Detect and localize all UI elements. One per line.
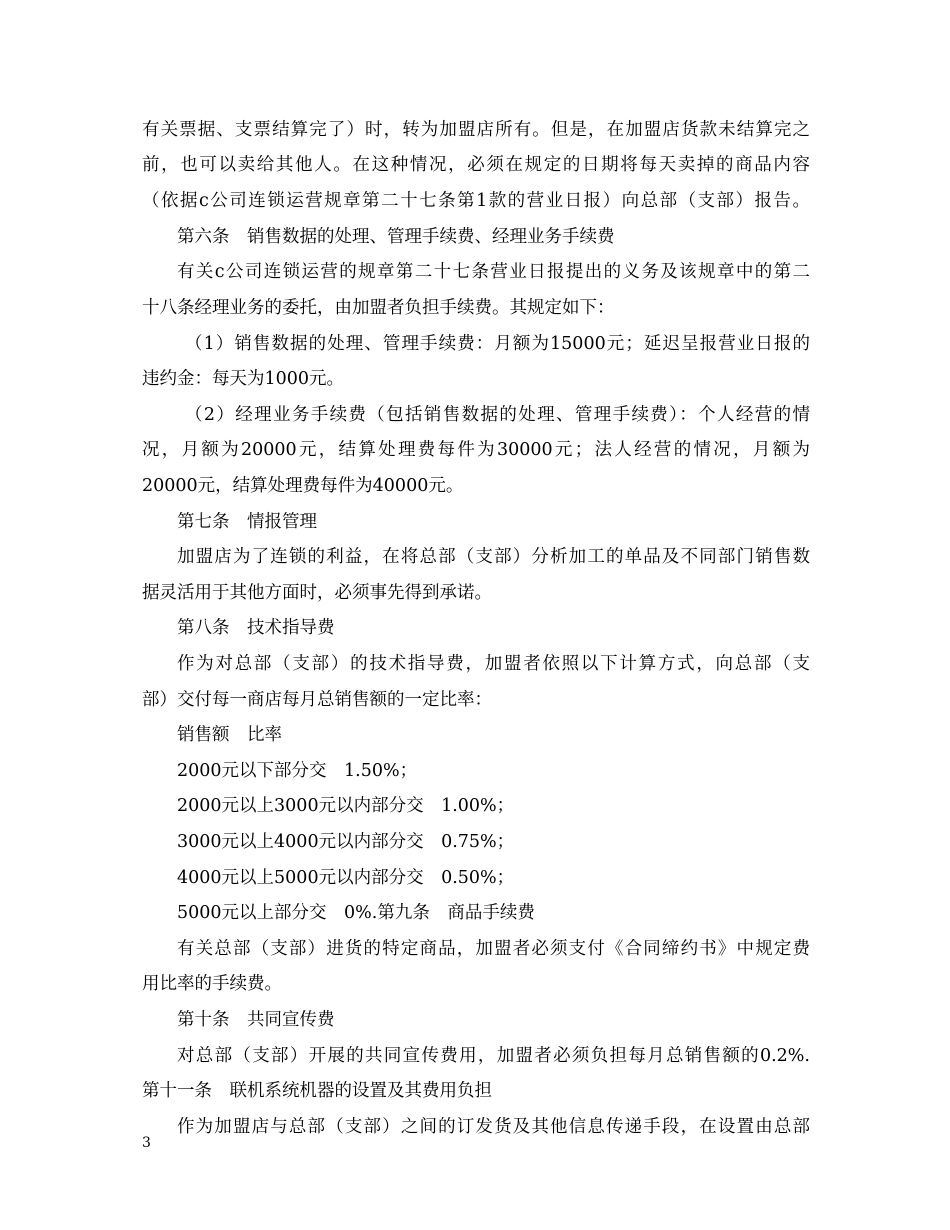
body-text-line: 对总部（支部）开展的共同宣传费用，加盟者必须负担每月总销售额的0.2%.: [177, 1046, 810, 1066]
body-text-line: （依据c公司连锁运营规章第二十七条第1款的营业日报）向总部（支部）报告。: [142, 191, 810, 211]
rate-table-header: 销售额 比率: [177, 725, 282, 745]
rate-table-row: 4000元以上5000元以内部分交 0.50%；: [177, 868, 515, 888]
body-text-line: 作为加盟店与总部（支部）之间的订发货及其他信息传递手段，在设置由总部: [177, 1117, 810, 1137]
body-text-line: 违约金：每天为1000元。: [142, 369, 345, 389]
body-text-line: 前，也可以卖给其他人。在这种情况，必须在规定的日期将每天卖掉的商品内容: [142, 155, 810, 175]
body-text-line: 况，月额为20000元，结算处理费每件为30000元；法人经营的情况，月额为: [142, 440, 810, 460]
article-heading-10: 第十条 共同宣传费: [177, 1010, 335, 1030]
body-text-line: 据灵活用于其他方面时，必须事先得到承诺。: [142, 583, 492, 603]
rate-table-row: 2000元以下部分交 1.50%；: [177, 761, 418, 781]
body-text-line: 十八条经理业务的委托，由加盟者负担手续费。其规定如下：: [142, 298, 615, 318]
body-text-line: 有关票据、支票结算完了）时，转为加盟店所有。但是，在加盟店货款未结算完之: [142, 120, 810, 140]
body-text-line: 用比率的手续费。: [142, 974, 282, 994]
article-heading-8: 第八条 技术指导费: [177, 618, 335, 638]
article-heading-7: 第七条 情报管理: [177, 512, 317, 532]
body-text-line: 20000元，结算处理费每件为40000元。: [142, 476, 464, 496]
body-text-line: 有关总部（支部）进货的特定商品，加盟者必须支付《合同缔约书》中规定费: [177, 939, 810, 959]
body-text-line: 部）交付每一商店每月总销售额的一定比率：: [142, 690, 492, 710]
list-item-2: （2）经理业务手续费（包括销售数据的处理、管理手续费）：个人经营的情: [185, 405, 810, 425]
body-text-line: 有关c公司连锁运营的规章第二十七条营业日报提出的义务及该规章中的第二: [177, 262, 810, 282]
article-heading-11: 第十一条 联机系统机器的设置及其费用负担: [142, 1081, 492, 1101]
list-item-1: （1）销售数据的处理、管理手续费：月额为15000元；延迟呈报营业日报的: [185, 334, 810, 354]
article-heading-6: 第六条 销售数据的处理、管理手续费、经理业务手续费: [177, 227, 615, 247]
page-number: 3: [142, 1135, 151, 1151]
rate-table-row: 5000元以上部分交 0%.第九条 商品手续费: [177, 903, 535, 923]
rate-table-row: 3000元以上4000元以内部分交 0.75%；: [177, 832, 515, 852]
rate-table-row: 2000元以上3000元以内部分交 1.00%；: [177, 796, 515, 816]
body-text-line: 加盟店为了连锁的利益，在将总部（支部）分析加工的单品及不同部门销售数: [177, 547, 810, 567]
body-text-line: 作为对总部（支部）的技术指导费，加盟者依照以下计算方式，向总部（支: [177, 654, 810, 674]
